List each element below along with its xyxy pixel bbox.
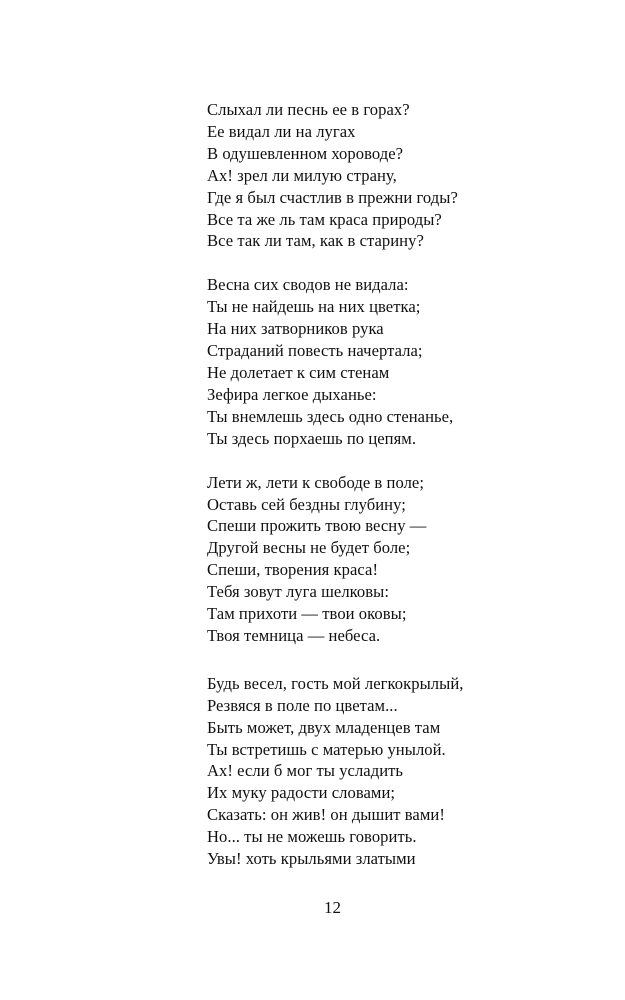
- stanza-3: [207, 472, 607, 647]
- poem-line: Спеши прожить твою весну —: [207, 516, 427, 536]
- stanza-2: [207, 274, 607, 449]
- poem-line: Где я был счастлив в прежни годы?: [207, 187, 458, 207]
- poem-line: Не долетает к сим стенам: [207, 362, 390, 382]
- stanza-1: [207, 99, 607, 252]
- poem-line: Ты здесь порхаешь по цепям.: [207, 428, 417, 448]
- poem-line: Там прихоти — твои оковы;: [207, 604, 407, 624]
- poem-line: Ты внемлешь здесь одно стенанье,: [207, 406, 454, 426]
- poem-line: Но... ты не можешь говорить.: [207, 827, 417, 847]
- poem-line: Все та же ль там краса природы?: [207, 209, 442, 229]
- poem-line: Все так ли там, как в старину?: [207, 231, 424, 251]
- poem-line: Увы! хоть крыльями златыми: [207, 849, 416, 869]
- poem-line: Ты не найдешь на них цветка;: [207, 297, 421, 317]
- poem-line: На них затворников рука: [207, 319, 384, 339]
- poem-line: Ты встретишь с матерью унылой.: [207, 739, 446, 759]
- poem-line: Зефира легкое дыханье:: [207, 384, 377, 404]
- poem-line: Страданий повесть начертала;: [207, 341, 423, 361]
- poem-line: Ах! если б мог ты усладить: [207, 761, 404, 781]
- poem-text: [207, 99, 607, 870]
- poem-line: Спеши, творения краса!: [207, 560, 379, 580]
- poem-line: Весна сих сводов не видала:: [207, 275, 409, 295]
- poem-line: Твоя темница — небеса.: [207, 625, 381, 645]
- poem-line: Оставь сей бездны глубину;: [207, 494, 406, 514]
- poem-line: Их муку радости словами;: [207, 783, 396, 803]
- poem-line: Ее видал ли на лугах: [207, 121, 356, 141]
- poem-line: Другой весны не будет боле;: [207, 538, 411, 558]
- page-number: 12: [324, 898, 341, 917]
- poem-line: Будь весел, гость мой легкокрылый,: [207, 673, 464, 693]
- poem-line: Слыхал ли песнь ее в горах?: [207, 100, 410, 119]
- poem-line: В одушевленном хороводе?: [207, 143, 404, 163]
- poem-line: Тебя зовут луга шелковы:: [207, 582, 390, 602]
- poem-line: Лети ж, лети к свободе в поле;: [207, 472, 424, 492]
- poem-line: Быть может, двух младенцев там: [207, 717, 441, 737]
- poem-line: Сказать: он жив! он дышит вами!: [207, 805, 445, 825]
- stanza-4: [207, 673, 607, 870]
- poem-line: Ах! зрел ли милую страну,: [207, 165, 397, 185]
- poem-line: Резвяся в поле по цветам...: [207, 695, 398, 715]
